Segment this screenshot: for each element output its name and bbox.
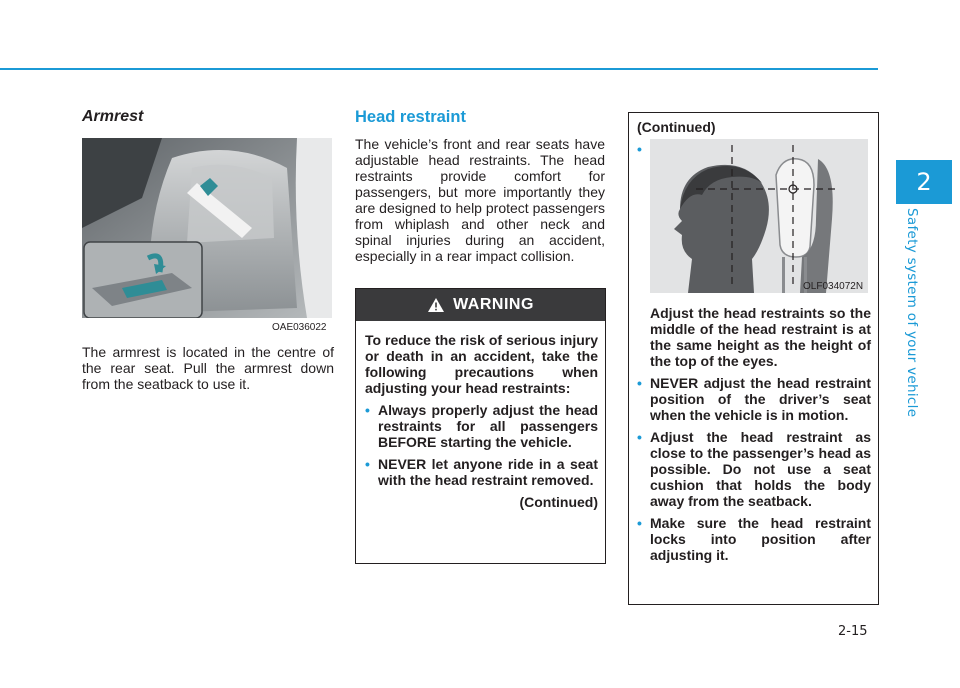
continued-title: (Continued) [637,119,716,135]
bullet-icon: • [637,141,642,157]
continued-bullet: • Adjust the head restraint as close to the passenger’s head as possible. Do not use a seat cushion that holds the body away from the seatback. [637,429,871,509]
armrest-image-code: OAE036022 [272,322,327,333]
warning-intro: To reduce the risk of serious injury or death in an accident, take the following precautions when adjusting your head restraints: [365,332,598,396]
rear-seat-illustration [82,138,332,318]
section-title: Safety system of your vehicle [904,208,920,418]
head-position-diagram [650,139,868,293]
head-restraint-description: The vehicle’s front and rear seats have adjustable head restraints. The head restraints provide comfort for passengers, but more importantly they are designed to help protect passengers from whiplash and other neck and spinal injuries during an accident, especially in a rear impact collision. [355,136,605,264]
warning-header [356,289,605,321]
continued-warning-box [628,112,879,605]
armrest-heading: Armrest [82,108,144,125]
continued-content [637,305,871,563]
warning-continued: (Continued) [519,494,598,510]
warning-box [355,288,606,564]
continued-lead: Adjust the head restraints so the middle of the head restraint is at the same height as the height of the top of the eyes. [650,305,871,369]
warning-triangle-icon [427,297,445,313]
head-restraint-heading: Head restraint [355,108,466,126]
head-restraint-illustration [650,139,868,293]
chapter-number: 2 [916,168,932,196]
page-number: 2-15 [838,624,868,639]
continued-bullet: • NEVER adjust the head restraint position of the driver’s seat when the vehicle is in motion. [637,375,871,423]
chapter-tab [896,160,952,204]
warning-bullet: • Always properly adjust the head restraints for all passengers BEFORE starting the vehicle. [365,402,598,450]
armrest-description: The armrest is located in the centre of the rear seat. Pull the armrest down from the seatback to use it. [82,344,334,392]
armrest-photo [82,138,332,318]
header-rule [0,68,878,70]
warning-title: WARNING [453,296,534,313]
warning-bullet: • NEVER let anyone ride in a seat with the head restraint removed. [365,456,598,488]
warning-content [356,321,605,510]
section-tab-label [904,208,924,418]
head-restraint-image-code: OLF034072N [803,281,864,292]
continued-bullet: • Make sure the head restraint locks into position after adjusting it. [637,515,871,563]
